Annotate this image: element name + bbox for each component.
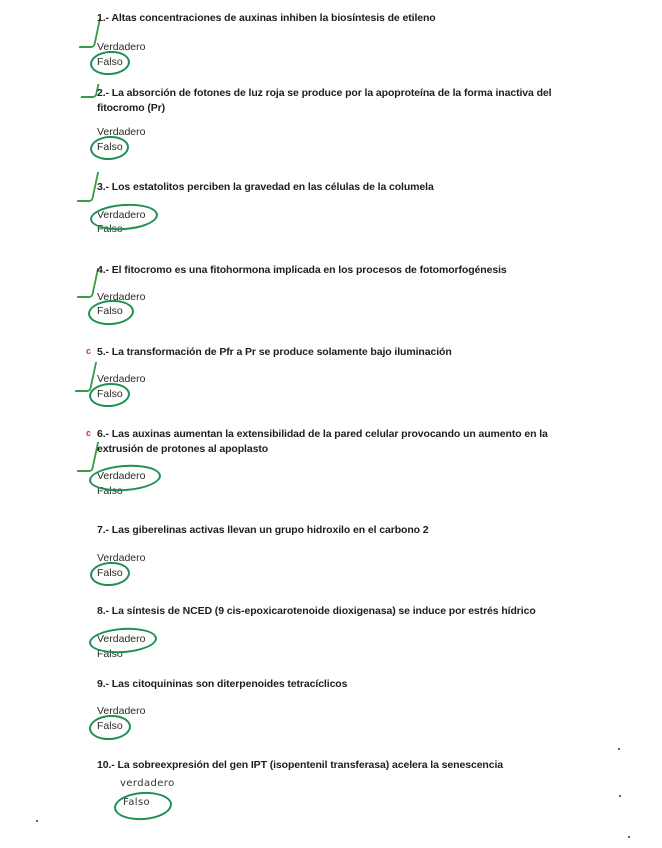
answer-circle (88, 382, 131, 409)
option-falso[interactable]: Falso (97, 305, 123, 317)
scan-speck (618, 748, 620, 750)
option-verdadero[interactable]: Verdadero (97, 291, 146, 303)
option-verdadero[interactable]: Verdadero (97, 209, 146, 221)
question-text: 5.- La transformación de Pfr a Pr se produce solamente bajo iluminación (97, 346, 452, 358)
option-falso[interactable]: Falso (97, 567, 123, 579)
question-text: 6.- Las auxinas aumentan la extensibilidad de la pared celular provocando un aumento en la extrusión de protones al apoplasto (97, 428, 548, 455)
option-falso[interactable]: Falso (123, 797, 151, 808)
option-falso[interactable]: Falso (97, 648, 123, 660)
option-verdadero[interactable]: Verdadero (97, 126, 146, 138)
check-mark-icon (77, 268, 99, 298)
scan-speck (619, 795, 621, 797)
check-mark-icon (77, 442, 99, 472)
answer-circle (88, 714, 132, 742)
answer-circle (88, 626, 158, 656)
check-mark-icon (77, 172, 99, 202)
question-text: 10.- La sobreexpresión del gen IPT (isopentenil transferasa) acelera la senescencia (97, 759, 504, 771)
question-text: 8.- La síntesis de NCED (9 cis-epoxicarotenoide dioxigenasa) se induce por estrés hídrico (97, 605, 536, 617)
option-falso[interactable]: Falso (97, 56, 123, 68)
answer-circle (89, 561, 131, 588)
question-text: 2.- La absorción de fotones de luz roja se produce por la apoproteína de la forma inactiva del fitocromo (Pr) (97, 87, 552, 114)
question-text: 3.- Los estatolitos perciben la gravedad en las células de la columela (97, 181, 434, 193)
option-falso[interactable]: Falso (97, 223, 123, 235)
scan-speck (36, 820, 38, 822)
answer-circle (89, 202, 159, 233)
answer-circle (87, 298, 135, 326)
margin-mark: c (86, 346, 92, 356)
margin-mark: c (86, 428, 92, 438)
question-text: 4.- El fitocromo es una fitohormona implicada en los procesos de fotomorfogénesis (97, 264, 507, 276)
option-verdadero[interactable]: Verdadero (97, 552, 146, 564)
option-verdadero[interactable]: Verdadero (97, 470, 146, 482)
question-text: 1.- Altas concentraciones de auxinas inhiben la biosíntesis de etileno (97, 12, 436, 24)
question-text: 9.- Las citoquininas son diterpenoides tetracíclicos (97, 678, 348, 690)
option-verdadero[interactable]: Verdadero (97, 373, 146, 385)
option-falso[interactable]: Falso (97, 388, 123, 400)
answer-circle (89, 50, 131, 77)
question-text: 7.- Las giberelinas activas llevan un grupo hidroxilo en el carbono 2 (97, 524, 429, 536)
option-verdadero[interactable]: Verdadero (97, 705, 146, 717)
option-verdadero[interactable]: Verdadero (97, 41, 146, 53)
answer-circle (89, 135, 130, 162)
option-falso[interactable]: Falso (97, 485, 123, 497)
option-falso[interactable]: Falso (97, 720, 123, 732)
option-verdadero[interactable]: Verdadero (97, 633, 146, 645)
option-falso[interactable]: Falso (97, 141, 123, 153)
option-verdadero[interactable]: verdadero (120, 778, 175, 789)
scan-speck (628, 836, 630, 838)
answer-circle (113, 790, 173, 822)
answer-circle (88, 463, 162, 494)
